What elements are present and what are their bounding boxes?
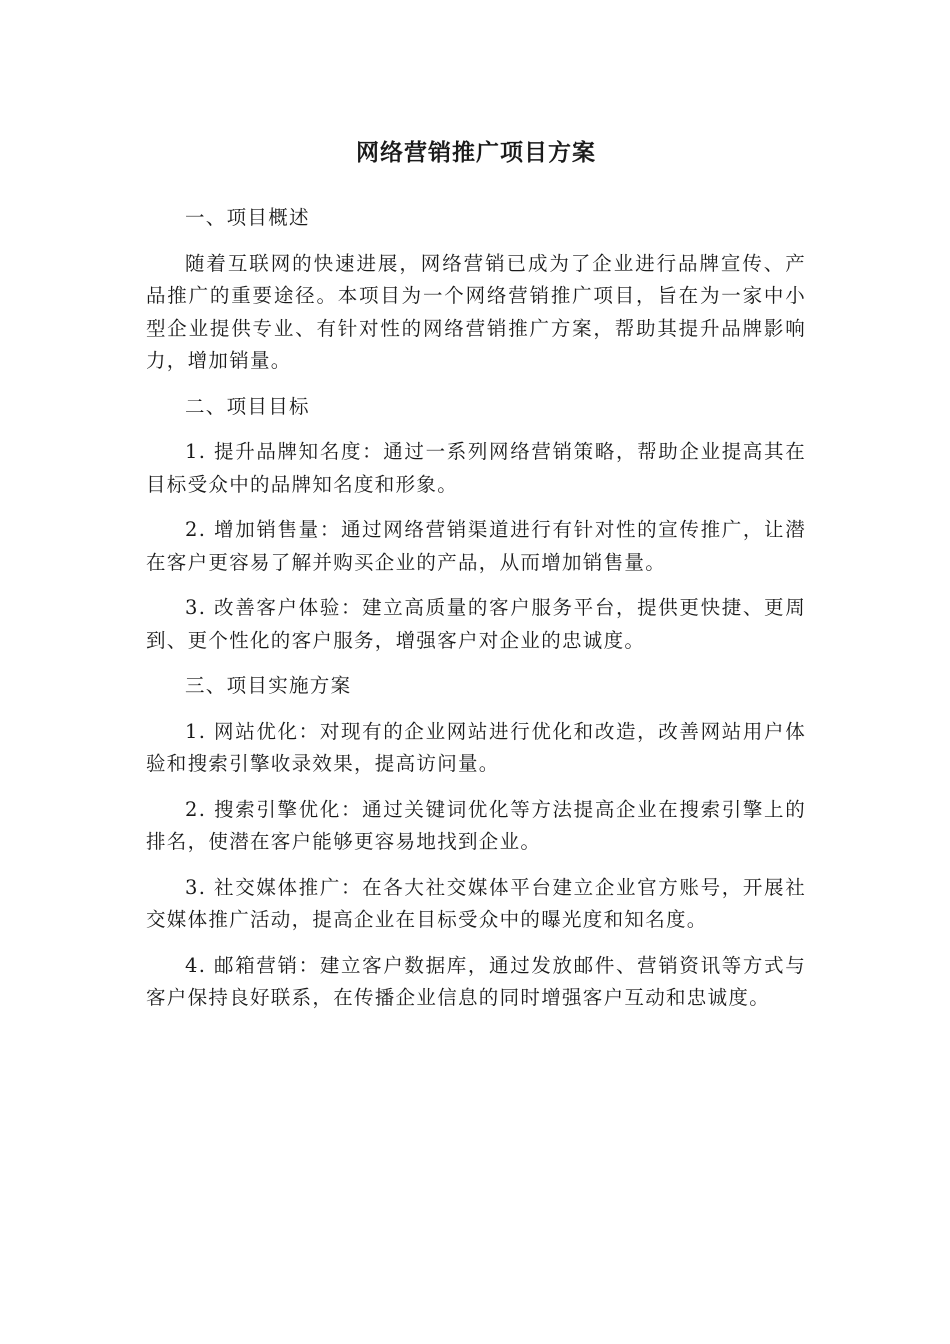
document-body (146, 202, 806, 1028)
goal-item-customer-experience: 3. 改善客户体验：建立高质量的客户服务平台，提供更快捷、更周到、更个性化的客户服务，增强客户对企业的忠诚度。 (146, 596, 806, 652)
goal-item-brand-awareness: 1. 提升品牌知名度：通过一系列网络营销策略，帮助企业提高其在目标受众中的品牌知名度和形象。 (146, 440, 806, 496)
plan-item-website-optimization: 1. 网站优化：对现有的企业网站进行优化和改造，改善网站用户体验和搜索引擎收录效果，提高访问量。 (146, 719, 806, 775)
goal-item-sales: 2. 增加销售量：通过网络营销渠道进行有针对性的宣传推广，让潜在客户更容易了解并购买企业的产品，从而增加销售量。 (146, 518, 806, 574)
section-heading-implementation: 三、项目实施方案 (185, 674, 352, 697)
section-heading-goals: 二、项目目标 (185, 394, 310, 418)
plan-item-email-marketing: 4. 邮箱营销：建立客户数据库，通过发放邮件、营销资讯等方式与客户保持良好联系，在传播企业信息的同时增强客户互动和忠诚度。 (146, 953, 806, 1009)
plan-item-seo: 2. 搜索引擎优化：通过关键词优化等方法提高企业在搜索引擎上的排名，使潜在客户能够更容易地找到企业。 (146, 797, 806, 853)
section-heading-overview: 一、项目概述 (185, 206, 310, 229)
plan-item-social-media: 3. 社交媒体推广：在各大社交媒体平台建立企业官方账号，开展社交媒体推广活动，提高企业在目标受众中的曝光度和知名度。 (146, 875, 806, 931)
document-title: 网络营销推广项目方案 (356, 140, 596, 166)
paragraph-overview: 随着互联网的快速进展，网络营销已成为了企业进行品牌宣传、产品推广的重要途径。本项目为一个网络营销推广项目，旨在为一家中小型企业提供专业、有针对性的网络营销推广方案，帮助其提升品牌影响力，增加销量。 (146, 251, 806, 372)
